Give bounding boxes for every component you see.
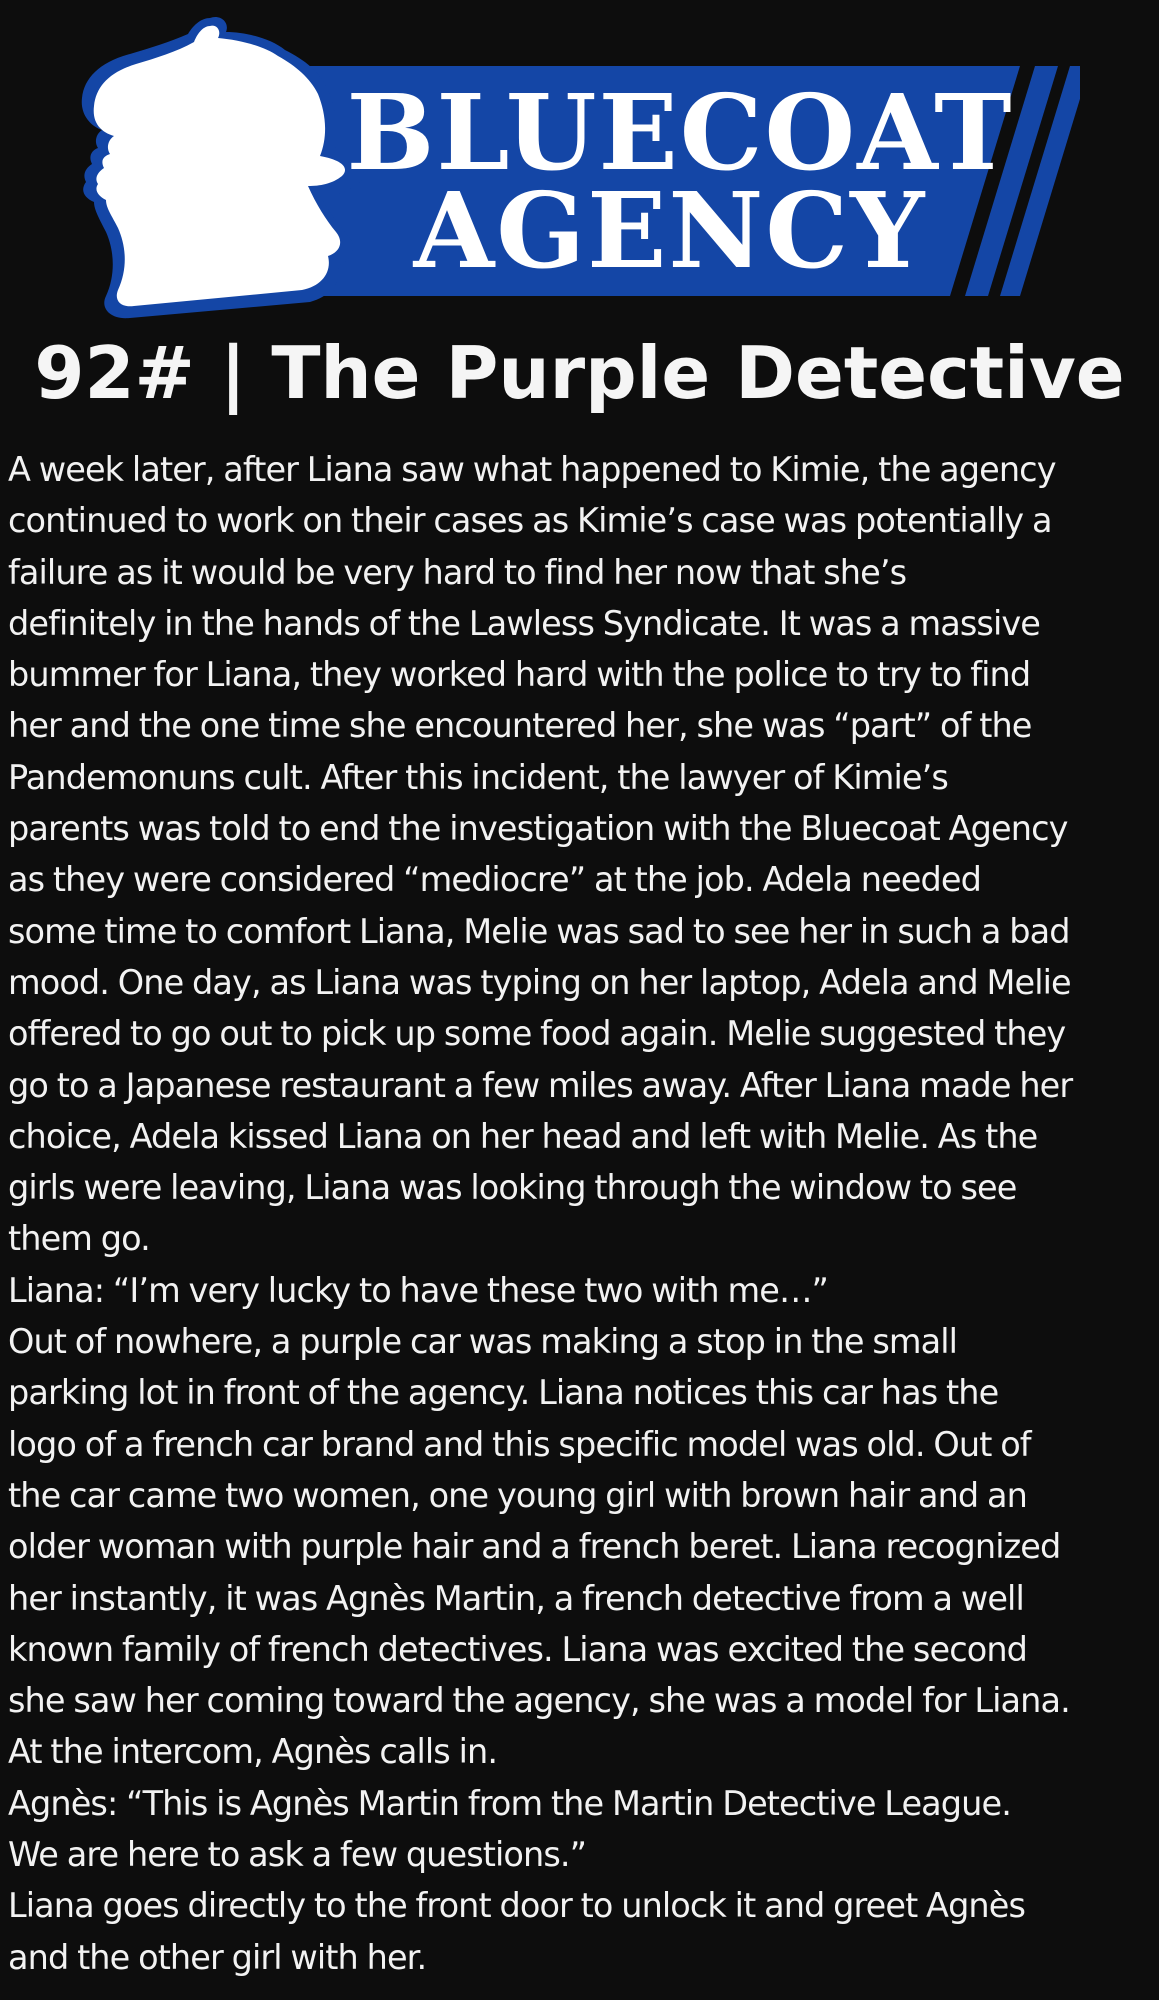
story-line: Pandemonuns cult. After this incident, the lawyer of Kimie’s <box>8 757 948 797</box>
story-line: Out of nowhere, a purple car was making a stop in the small <box>8 1322 958 1362</box>
story-line: some time to comfort Liana, Melie was sad to see her in such a bad <box>8 911 1070 951</box>
story-line: We are here to ask a few questions.” <box>8 1835 587 1875</box>
story-line: older woman with purple hair and a french beret. Liana recognized <box>8 1527 1061 1567</box>
story-line: bummer for Liana, they worked hard with the police to try to find <box>8 655 1031 695</box>
story-line: and the other girl with her. <box>8 1937 427 1977</box>
story-line: girls were leaving, Liana was looking through the window to see <box>8 1168 1017 1208</box>
story-line: logo of a french car brand and this specific model was old. Out of <box>8 1424 1031 1464</box>
story-line: parents was told to end the investigation with the Bluecoat Agency <box>8 809 1068 849</box>
story-line: her instantly, it was Agnès Martin, a french detective from a well <box>8 1578 1024 1618</box>
story-line: her and the one time she encountered her, she was “part” of the <box>8 706 1032 746</box>
story-line: mood. One day, as Liana was typing on her laptop, Adela and Melie <box>8 962 1071 1002</box>
story-line: continued to work on their cases as Kimie’s case was potentially a <box>8 501 1052 541</box>
story-line: as they were considered “mediocre” at the job. Adela needed <box>8 860 981 900</box>
story-line: Liana goes directly to the front door to unlock it and greet Agnès <box>8 1886 1026 1926</box>
story-line: parking lot in front of the agency. Liana notices this car has the <box>8 1373 999 1413</box>
story-line: definitely in the hands of the Lawless Syndicate. It was a massive <box>8 603 1041 643</box>
story-line: Agnès: “This is Agnès Martin from the Martin Detective League. <box>8 1783 1011 1823</box>
story-line: A week later, after Liana saw what happened to Kimie, the agency <box>8 450 1056 489</box>
story-body <box>8 444 1156 1983</box>
story-line: At the intercom, Agnès calls in. <box>8 1732 498 1772</box>
story-line: known family of french detectives. Liana was excited the second <box>8 1629 1028 1669</box>
story-line: them go. <box>8 1219 150 1259</box>
story-line: failure as it would be very hard to find her now that she’s <box>8 552 907 592</box>
story-line: offered to go out to pick up some food again. Melie suggested they <box>8 1014 1066 1054</box>
logo-wordmark-line1: BLUECOAT <box>346 71 1014 194</box>
logo-wordmark-line2: AGENCY <box>413 169 927 292</box>
story-line: go to a Japanese restaurant a few miles away. After Liana made her <box>8 1065 1073 1105</box>
story-line: the car came two women, one young girl with brown hair and an <box>8 1475 1027 1515</box>
story-line: she saw her coming toward the agency, she was a model for Liana. <box>8 1681 1070 1721</box>
bluecoat-agency-logo <box>70 10 1080 320</box>
story-line: choice, Adela kissed Liana on her head and left with Melie. As the <box>8 1116 1038 1156</box>
story-line: Liana: “I’m very lucky to have these two with me…” <box>8 1270 828 1310</box>
chapter-title: 92# | The Purple Detective <box>34 331 1125 415</box>
